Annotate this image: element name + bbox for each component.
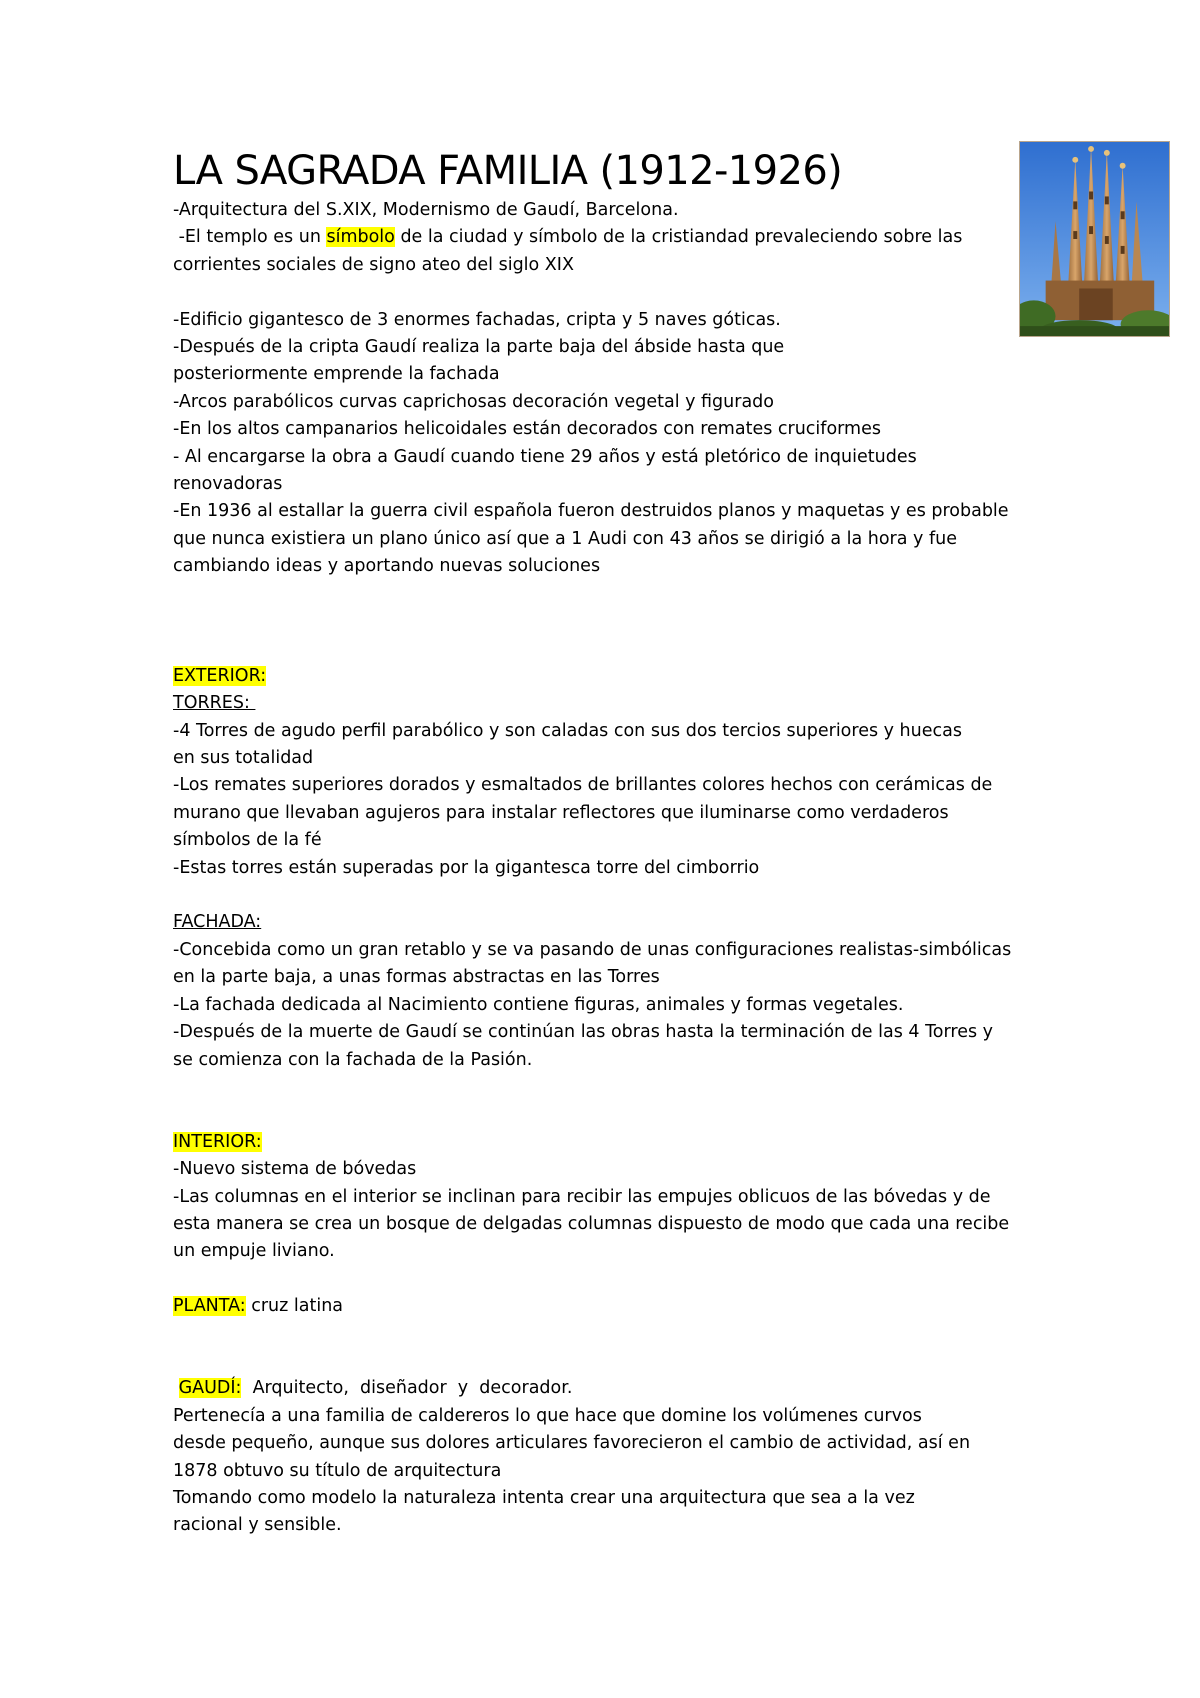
gaudi-heading: GAUDÍ: xyxy=(178,1378,242,1399)
blank-line xyxy=(173,608,1033,635)
gaudi-heading-line xyxy=(173,1375,1033,1402)
torres-heading: TORRES: xyxy=(173,693,256,714)
document-body xyxy=(173,197,1033,1540)
text-line: -Las columnas en el interior se inclinan para recibir las empujes oblicuos de las bóvedas y de xyxy=(173,1186,991,1207)
text-line: murano que llevaban agujeros para instalar reflectores que iluminarse como verdaderos xyxy=(173,802,949,823)
text-line: -Edificio gigantesco de 3 enormes fachadas, cripta y 5 naves góticas. xyxy=(173,309,781,330)
text-line: 1878 obtuvo su título de arquitectura xyxy=(173,1460,502,1481)
blank-line xyxy=(173,1348,1033,1375)
sagrada-familia-photo xyxy=(1019,141,1170,337)
blank-line xyxy=(173,279,1033,306)
blank-line xyxy=(173,1074,1033,1101)
highlighted-word: símbolo xyxy=(326,227,395,248)
text-line: un empuje liviano. xyxy=(173,1241,335,1262)
text-line: -Los remates superiores dorados y esmaltados de brillantes colores hechos con cerámicas de xyxy=(173,775,993,796)
text-line: -La fachada dedicada al Nacimiento contiene figuras, animales y formas vegetales. xyxy=(173,994,904,1015)
text-line: que nunca existiera un plano único así que a 1 Audi con 43 años se dirigió a la hora y fue xyxy=(173,528,957,549)
planta-text: cruz latina xyxy=(245,1296,344,1317)
sagrada-familia-illustration xyxy=(1020,142,1169,336)
interior-heading-line xyxy=(173,1129,1033,1156)
text-line: -En los altos campanarios helicoidales están decorados con remates cruciformes xyxy=(173,419,881,440)
text-line: se comienza con la fachada de la Pasión. xyxy=(173,1049,533,1070)
fachada-heading-line xyxy=(173,909,1033,936)
text-line: -4 Torres de agudo perfil parabólico y son caladas con sus dos tercios superiores y huecas xyxy=(173,720,962,741)
page-title: LA SAGRADA FAMILIA (1912-1926) xyxy=(173,148,843,194)
text-line: -Nuevo sistema de bóvedas xyxy=(173,1159,417,1180)
blank-line xyxy=(173,635,1033,662)
blank-line xyxy=(173,1101,1033,1128)
text-line: -Arcos parabólicos curvas caprichosas decoración vegetal y figurado xyxy=(173,391,774,412)
text-line: cambiando ideas y aportando nuevas soluciones xyxy=(173,556,601,577)
text-line: -Después de la cripta Gaudí realiza la parte baja del ábside hasta que xyxy=(173,337,785,358)
text-line: Tomando como modelo la naturaleza intenta crear una arquitectura que sea a la vez xyxy=(173,1487,915,1508)
blank-line xyxy=(173,581,1033,608)
text-line: en sus totalidad xyxy=(173,748,314,769)
interior-heading: INTERIOR: xyxy=(173,1131,262,1152)
text-line: esta manera se crea un bosque de delgadas columnas dispuesto de modo que cada una recibe xyxy=(173,1213,1010,1234)
text-span: -El templo es un xyxy=(173,227,327,248)
blank-line xyxy=(173,882,1033,909)
text-line xyxy=(173,224,1033,251)
blank-line xyxy=(173,1266,1033,1293)
text-line: -Concebida como un gran retablo y se va pasando de unas configuraciones realistas-simbólicas xyxy=(173,939,1012,960)
text-line: -Estas torres están superadas por la gigantesca torre del cimborrio xyxy=(173,857,760,878)
text-line: -En 1936 al estallar la guerra civil española fueron destruidos planos y maquetas y es probable xyxy=(173,501,1009,522)
text-line: desde pequeño, aunque sus dolores articulares favorecieron el cambio de actividad, así en xyxy=(173,1433,971,1454)
text-span xyxy=(173,1378,179,1398)
text-line: símbolos de la fé xyxy=(173,830,322,851)
gaudi-intro: Arquitecto, diseñador y decorador. xyxy=(241,1378,578,1399)
text-line: corrientes sociales de signo ateo del siglo XIX xyxy=(173,254,574,275)
planta-line xyxy=(173,1293,1033,1320)
text-line: en la parte baja, a unas formas abstractas en las Torres xyxy=(173,967,660,988)
torres-heading-line xyxy=(173,690,1033,717)
fachada-heading: FACHADA: xyxy=(173,912,262,933)
exterior-heading-line xyxy=(173,663,1033,690)
text-line: Pertenecía a una familia de caldereros lo que hace que domine los volúmenes curvos xyxy=(173,1405,922,1426)
text-line: - Al encargarse la obra a Gaudí cuando tiene 29 años y está pletórico de inquietudes xyxy=(173,446,917,467)
text-line: -Después de la muerte de Gaudí se continúan las obras hasta la terminación de las 4 Torres y xyxy=(173,1022,994,1043)
text-line: -Arquitectura del S.XIX, Modernismo de Gaudí, Barcelona. xyxy=(173,200,679,220)
text-span: de la ciudad y símbolo de la cristiandad prevaleciendo sobre las xyxy=(394,227,963,248)
blank-line xyxy=(173,1321,1033,1348)
exterior-heading: EXTERIOR: xyxy=(173,665,267,686)
text-line: renovadoras xyxy=(173,474,283,495)
text-line: racional y sensible. xyxy=(173,1515,342,1536)
text-line: posteriormente emprende la fachada xyxy=(173,364,500,385)
planta-heading: PLANTA: xyxy=(173,1296,246,1317)
